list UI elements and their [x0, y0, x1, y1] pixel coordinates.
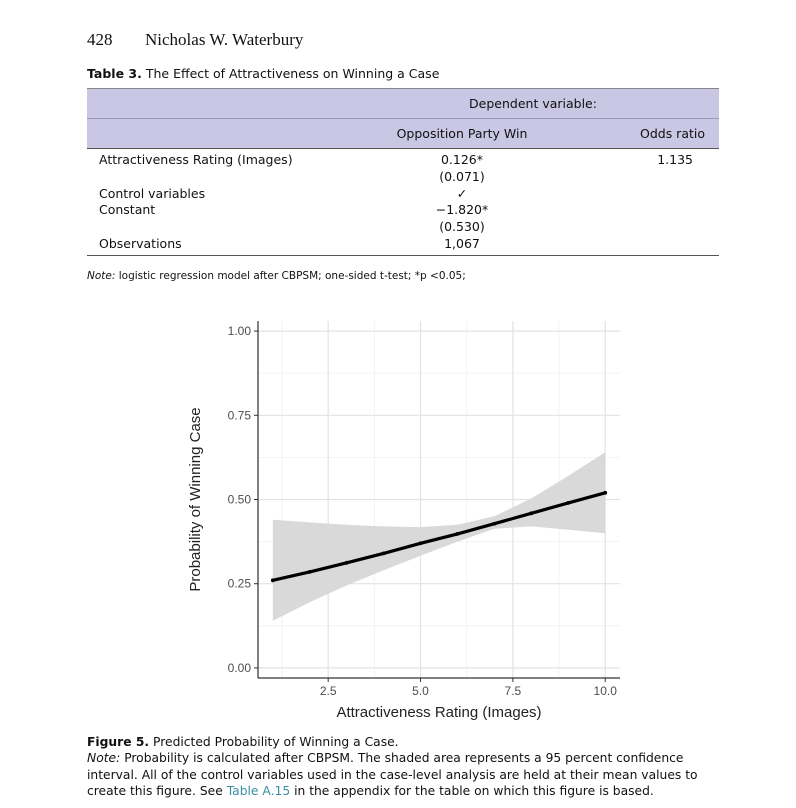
prediction-point: [345, 561, 349, 565]
figure-caption-label: Figure 5.: [87, 735, 150, 749]
row-label: [87, 169, 347, 186]
row-value: 1,067: [347, 236, 577, 255]
table-row: [87, 169, 719, 186]
prediction-point: [271, 578, 275, 582]
row-label: Constant: [99, 202, 156, 218]
table-a15-link[interactable]: Table A.15: [226, 783, 291, 798]
running-head: [87, 30, 303, 50]
table-column-row: [87, 119, 719, 149]
table-row: [87, 149, 719, 169]
y-tick-label: 0.50: [227, 492, 251, 507]
row-odds: [577, 236, 719, 255]
table-caption: [87, 66, 439, 81]
row-odds: [577, 219, 719, 236]
table-header-row: [87, 89, 719, 119]
y-tick-label: 0.25: [227, 576, 251, 591]
page-number: 428: [87, 30, 113, 49]
row-value: (0.530): [439, 219, 485, 235]
row-label: Observations: [87, 236, 347, 255]
figure-note-label: Note:: [87, 751, 121, 766]
table-row: [87, 202, 719, 219]
prediction-point: [456, 532, 460, 536]
confidence-band: [273, 452, 605, 620]
table-row: [87, 219, 719, 236]
confidence-band-layer: [273, 452, 605, 620]
x-tick-label: 2.5: [319, 684, 337, 698]
table-note: [87, 270, 466, 282]
x-tick-label: 5.0: [412, 684, 429, 698]
row-odds: [577, 186, 719, 203]
figure-see-suffix: in the appendix for the table on which this figure is based.: [294, 783, 654, 798]
prediction-point: [566, 501, 570, 505]
table-row: [87, 186, 719, 203]
prediction-point: [382, 551, 386, 555]
row-value: 0.126*: [440, 152, 484, 167]
row-odds: 1.135: [657, 152, 693, 167]
figure-caption-title: Predicted Probability of Winning a Case.: [153, 735, 399, 749]
row-label: Attractiveness Rating (Images): [99, 152, 293, 167]
figure-caption: [87, 734, 737, 799]
y-tick-label: 1.00: [227, 324, 251, 339]
figure-note-text: Probability is calculated after CBPSM. The shaded area represents a 95 percent confidence interval. All of the control variables used in the case-level analysis are held at their mean values to create this figure.: [87, 751, 698, 798]
row-value: (0.071): [439, 168, 485, 184]
table-note-text: logistic regression model after CBPSM; one-sided t-test; *p <0.05;: [118, 270, 466, 282]
probability-chart: [180, 316, 640, 724]
x-axis-title: Attractiveness Rating (Images): [336, 704, 542, 721]
figure-see-prefix: See: [199, 783, 223, 798]
dependent-variable-header: Dependent variable:: [347, 89, 719, 119]
x-tick-label: 7.5: [504, 684, 522, 698]
row-value: −1.820*: [435, 202, 489, 218]
regression-table: [87, 88, 719, 256]
y-tick-label: 0.75: [227, 408, 251, 423]
column-header-main: Opposition Party Win: [347, 119, 577, 149]
table-row: [87, 236, 719, 255]
x-tick-label: 10.0: [593, 684, 617, 698]
table-note-label: Note:: [87, 270, 116, 282]
prediction-point: [529, 511, 533, 515]
prediction-point: [603, 491, 607, 495]
prediction-point: [308, 570, 312, 574]
prediction-point: [419, 541, 423, 545]
row-odds: [577, 169, 719, 186]
column-header-odds: Odds ratio: [577, 119, 719, 149]
table-caption-title: The Effect of Attractiveness on Winning a Case: [145, 66, 440, 81]
author-name: Nicholas W. Waterbury: [145, 30, 304, 49]
table-caption-label: Table 3.: [87, 66, 142, 81]
row-odds: [577, 202, 719, 219]
y-axis-title: Probability of Winning Case: [187, 407, 204, 592]
prediction-point: [493, 522, 497, 526]
row-label: [87, 219, 347, 236]
checkmark-icon: ✓: [456, 185, 468, 201]
y-tick-label: 0.00: [227, 660, 251, 675]
row-label: Control variables: [99, 185, 206, 201]
